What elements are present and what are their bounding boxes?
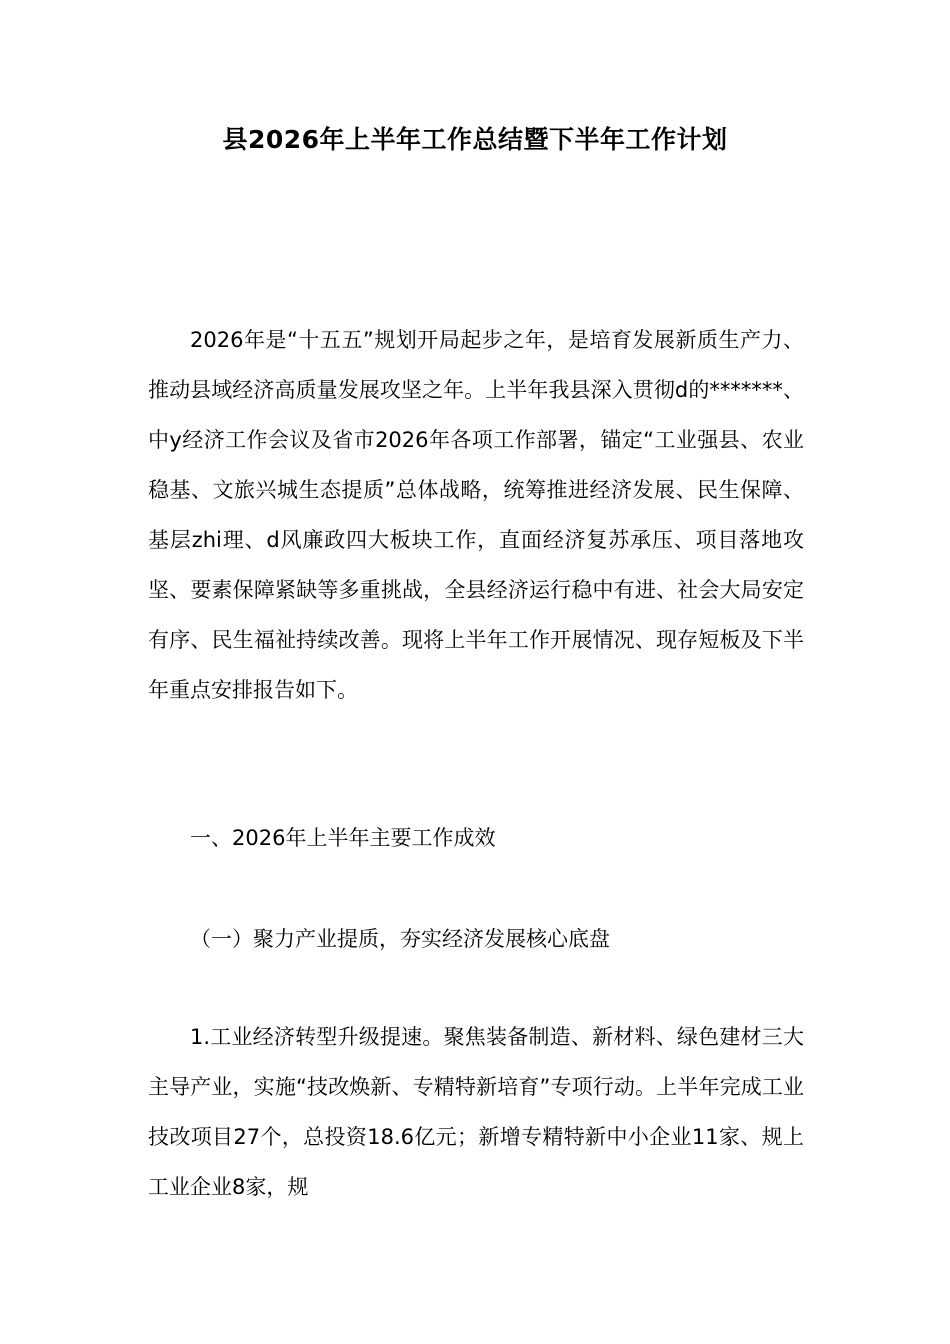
intro-paragraph: 2026年是“十五五”规划开局起步之年，是培育发展新质生产力、推动县域经济高质量发展攻坚之年。上半年我县深入贯彻d的*******、中y经济工作会议及省市2026年各项工作部署，锚定“工业强县、农业稳基、文旅兴城生态提质”总体战略，统筹推进经济发展、民生保障、基层zhi理、d风廉政四大板块工作，直面经济复苏承压、项目落地攻坚、要素保障紧缺等多重挑战，全县经济运行稳中有进、社会大局安定有序、民生福祉持续改善。现将上半年工作开展情况、现存短板及下半年重点安排报告如下。 bbox=[148, 328, 804, 702]
section-heading: 一、2026年上半年主要工作成效 bbox=[190, 826, 496, 850]
document-title: 县2026年上半年工作总结暨下半年工作计划 bbox=[222, 125, 728, 154]
item-1-paragraph: 1.工业经济转型升级提速。聚焦装备制造、新材料、绿色建材三大主导产业，实施“技改焕新、专精特新培育”专项行动。上半年完成工业技改项目27个，总投资18.6亿元；新增专精特新中小企业11家、规上工业企业8家，规 bbox=[148, 1025, 804, 1199]
sub-heading: （一）聚力产业提质，夯实经济发展核心底盘 bbox=[190, 927, 610, 951]
